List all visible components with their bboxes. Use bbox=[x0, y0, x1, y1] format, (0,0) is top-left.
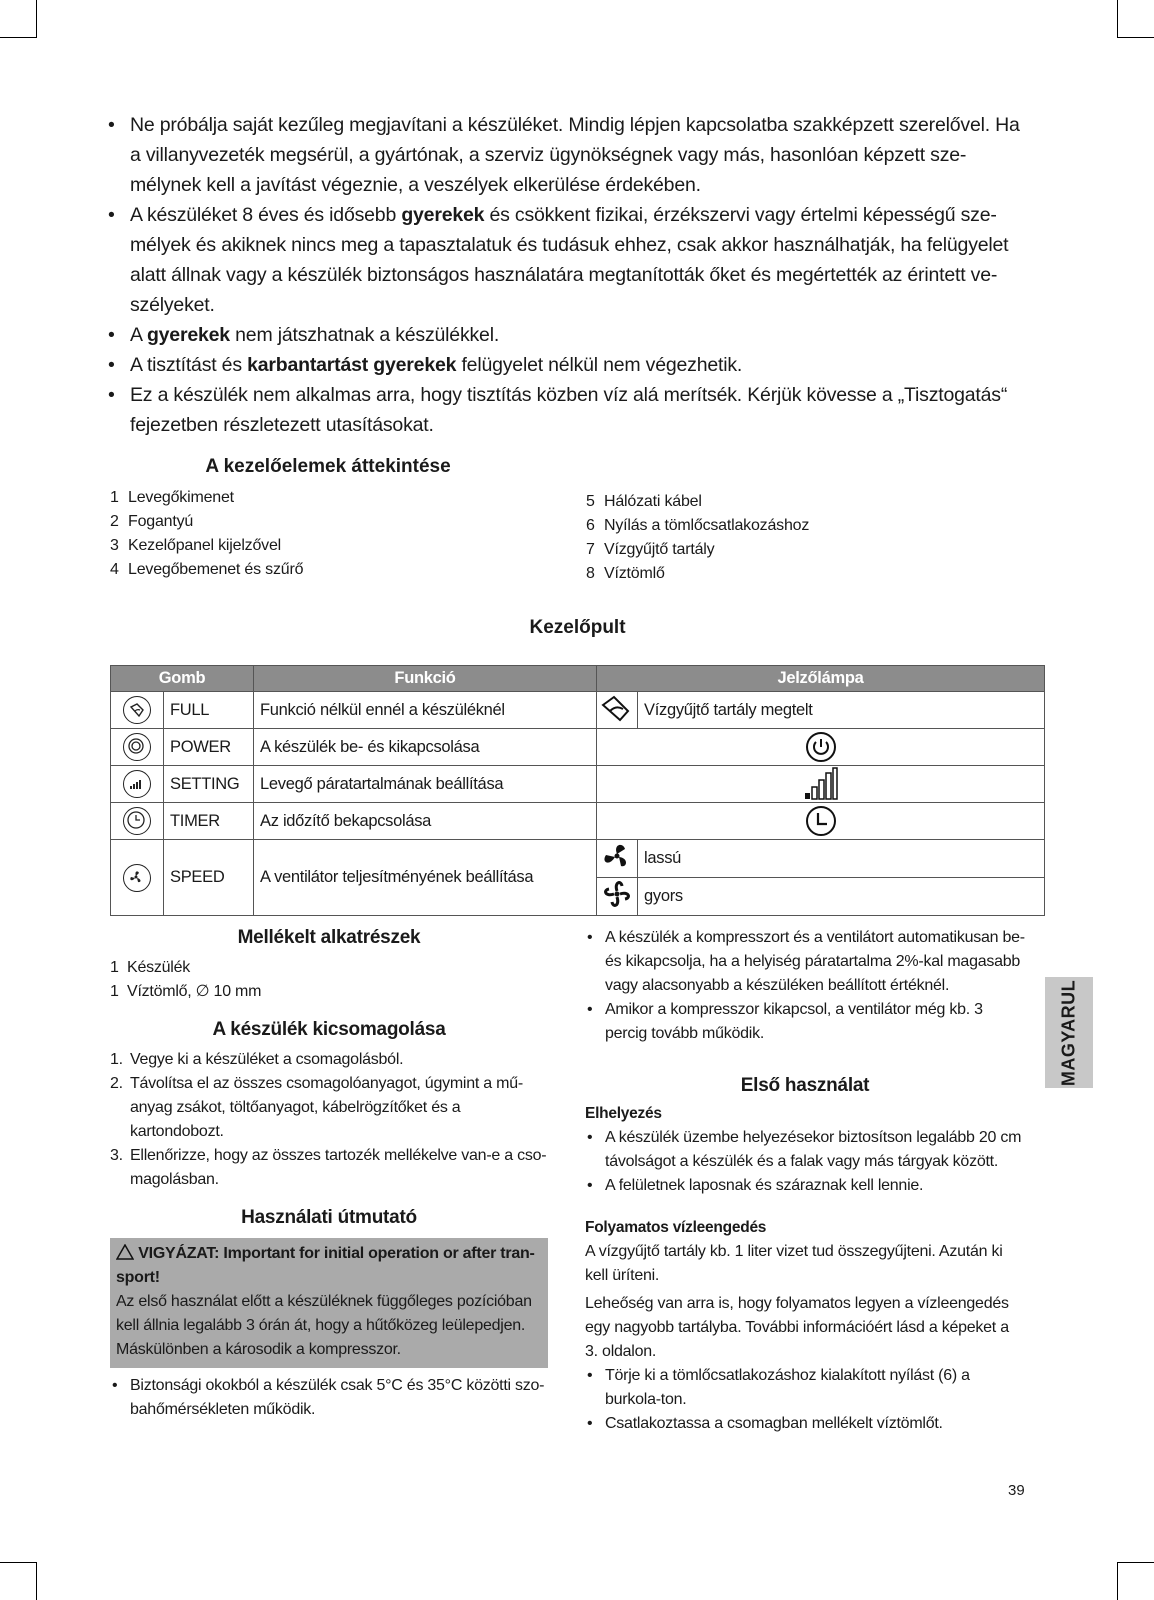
control-panel-table bbox=[110, 665, 1045, 916]
crop-mark bbox=[0, 1562, 36, 1563]
timer-name: TIMER bbox=[164, 803, 254, 840]
step-text: Távolítsa el az összes csomagolóanyagot, úgymint a mű-anyag zsákot, töltőanyagot, kábelrögzítőket és a kartondobozt. bbox=[130, 1075, 523, 1140]
warning-triangle-icon bbox=[116, 1244, 134, 1260]
usage-bullets bbox=[110, 1374, 548, 1422]
crop-mark bbox=[1118, 37, 1154, 38]
step-text: Vegye ki a készüléket a csomagolásból. bbox=[130, 1051, 404, 1068]
drain-paragraph-1: A vízgyűjtő tartály kb. 1 liter vizet tud összegyűjteni. Azután ki kell üríteni. bbox=[585, 1243, 1003, 1284]
timer-function: Az időzítő bekapcsolása bbox=[254, 803, 597, 840]
part-item bbox=[586, 562, 809, 586]
part-label: Levegőbemenet és szűrő bbox=[128, 561, 304, 578]
safety-text: és csökkent fizikai, érzékszervi vagy értelmi képességű sze-mélyek és akiknek nincs meg a tapasztalatuk és tudásuk ehhez, csak akkor használhatják, ha felügyelet alatt állnak vagy a készülék biztonságos használatára megtanították őket és megértették az érintett ve-szélyeket. bbox=[130, 204, 1009, 316]
usage-title: Használati útmutató bbox=[241, 1207, 417, 1228]
warning-title: VIGYÁZAT: Important for initial operation or after tran-sport! bbox=[116, 1245, 535, 1286]
fan-slow-icon bbox=[597, 840, 638, 878]
safety-text: A bbox=[130, 324, 147, 346]
fan-fast-icon bbox=[597, 878, 638, 916]
humidity-bars-icon bbox=[597, 766, 1045, 803]
bullet-item: • Amikor a kompresszor kikapcsol, a ventilátor még kb. 3 percig tovább működik. bbox=[585, 998, 1025, 1046]
part-label: Víztömlő bbox=[604, 565, 665, 582]
unpack-step bbox=[110, 1144, 548, 1192]
compressor-bullets bbox=[585, 926, 1025, 1046]
power-icon bbox=[597, 729, 1045, 766]
part-number: 5 bbox=[586, 493, 595, 510]
header-function: Funkció bbox=[254, 666, 597, 692]
safety-item bbox=[108, 110, 1028, 200]
safety-text: A készüléket 8 éves és idősebb bbox=[130, 204, 402, 226]
drain-paragraph-2: Leheőség van arra is, hogy folyamatos legyen a vízleengedés egy nagyobb tartályba. További információért lásd a képeket a 3. oldalon. bbox=[585, 1295, 1009, 1360]
power-function: A készülék be- és kikapcsolása bbox=[254, 729, 597, 766]
table-row bbox=[111, 803, 1045, 840]
bullet-item: • Biztonsági okokból a készülék csak 5°C és 35°C közötti szo-bahőmérsékleten működik. bbox=[110, 1374, 548, 1422]
speed-button-icon bbox=[111, 840, 164, 916]
overview-title: A kezelőelemek áttekintése bbox=[205, 456, 451, 477]
setting-button-icon bbox=[111, 766, 164, 803]
part-number: 7 bbox=[586, 541, 595, 558]
crop-mark bbox=[36, 1562, 37, 1600]
step-number: 3. bbox=[110, 1147, 123, 1164]
safety-text: Ne próbálja saját kezűleg megjavítani a készüléket. Mindig lépjen kapcsolatba szakképzett szerelővel. Ha a villanyvezeték megsérül, a gyártónak, a szerviz ügynökségnek vagy más, hasonlóan képzett sze-mélynek kell a javítást végeznie, a veszélyek elkerülése érdekében. bbox=[130, 114, 1020, 196]
header-lamp: Jelzőlámpa bbox=[597, 666, 1045, 692]
bullet-item: • A készülék a kompresszort és a ventilátort automatikusan be- és kikapcsolja, ha a helyiség páratartalma 2%-kal magasabb vagy alacsonyabb a készüléken beállított értéknél. bbox=[585, 926, 1025, 998]
crop-mark bbox=[1117, 1562, 1118, 1600]
included-item: 1 Készülék bbox=[110, 959, 190, 976]
table-row bbox=[111, 766, 1045, 803]
emphasis-text: gyerekek bbox=[146, 324, 230, 346]
page-number: 39 bbox=[1008, 1482, 1025, 1499]
part-number: 2 bbox=[110, 513, 119, 530]
first-use-title: Első használat bbox=[740, 1075, 870, 1096]
speed-fast-text: gyors bbox=[638, 878, 1045, 916]
tank-full-icon bbox=[597, 692, 638, 729]
bullet-item: • A felületnek laposnak és száraznak kell lennie. bbox=[585, 1174, 1025, 1198]
emphasis-text: karbantartást gyerekek bbox=[247, 354, 457, 376]
overview-list-right bbox=[586, 490, 809, 586]
part-label: Kezelőpanel kijelzővel bbox=[128, 537, 282, 554]
safety-list bbox=[108, 110, 1028, 440]
setting-function: Levegő páratartalmának beállítása bbox=[254, 766, 597, 803]
part-number: 3 bbox=[110, 537, 119, 554]
speed-slow-text: lassú bbox=[638, 840, 1045, 878]
part-label: Levegőkimenet bbox=[128, 489, 234, 506]
table-row bbox=[111, 840, 1045, 878]
unpack-steps bbox=[110, 1048, 548, 1192]
bullet-item: • Törje ki a tömlőcsatlakozáshoz kialakított nyílást (6) a burkola-ton. bbox=[585, 1364, 1025, 1412]
safety-item bbox=[108, 200, 1028, 320]
part-label: Hálózati kábel bbox=[604, 493, 702, 510]
part-item bbox=[586, 514, 809, 538]
speed-function: A ventilátor teljesítményének beállítása bbox=[254, 840, 597, 916]
table-row bbox=[111, 729, 1045, 766]
warning-heading bbox=[116, 1242, 542, 1290]
full-function: Funkció nélkül ennél a készüléknél bbox=[254, 692, 597, 729]
drain-title: Folyamatos vízleengedés bbox=[585, 1219, 767, 1236]
panel-title: Kezelőpult bbox=[529, 617, 626, 638]
part-item bbox=[110, 510, 303, 534]
placement-title: Elhelyezés bbox=[585, 1105, 662, 1122]
timer-button-icon bbox=[111, 803, 164, 840]
step-number: 2. bbox=[110, 1075, 123, 1092]
right-column bbox=[585, 926, 1025, 1436]
full-button-icon bbox=[111, 692, 164, 729]
safety-item bbox=[108, 320, 1028, 350]
crop-mark bbox=[0, 37, 36, 38]
included-title: Mellékelt alkatrészek bbox=[237, 927, 421, 948]
part-number: 4 bbox=[110, 561, 119, 578]
safety-item bbox=[108, 380, 1028, 440]
table-header bbox=[111, 666, 1045, 692]
step-number: 1. bbox=[110, 1051, 123, 1068]
safety-item bbox=[108, 350, 1028, 380]
part-item bbox=[586, 538, 809, 562]
safety-text: felügyelet nélkül nem végezhetik. bbox=[456, 354, 743, 376]
part-item bbox=[110, 486, 303, 510]
full-lamp-text: Vízgyűjtő tartály megtelt bbox=[638, 692, 1045, 729]
emphasis-text: gyerekek bbox=[401, 204, 485, 226]
bullet-item: • Csatlakoztassa a csomagban mellékelt víztömlőt. bbox=[585, 1412, 1025, 1436]
part-label: Nyílás a tömlőcsatlakozáshoz bbox=[604, 517, 810, 534]
part-label: Vízgyűjtő tartály bbox=[604, 541, 715, 558]
part-number: 8 bbox=[586, 565, 595, 582]
safety-text: A tisztítást és bbox=[130, 354, 248, 376]
crop-mark bbox=[36, 0, 37, 38]
speed-name: SPEED bbox=[164, 840, 254, 916]
language-tab bbox=[1045, 977, 1093, 1088]
crop-mark bbox=[1118, 1562, 1154, 1563]
part-item bbox=[110, 534, 303, 558]
unpack-step bbox=[110, 1048, 548, 1072]
safety-text: Ez a készülék nem alkalmas arra, hogy tisztítás közben víz alá merítsék. Kérjük kövesse a „Tisztogatás“ fejezetben részletezett utasításokat. bbox=[130, 384, 1008, 436]
included-list bbox=[110, 956, 548, 1004]
power-name: POWER bbox=[164, 729, 254, 766]
power-button-icon bbox=[111, 729, 164, 766]
part-number: 1 bbox=[110, 489, 119, 506]
table-row bbox=[111, 692, 1045, 729]
unpack-step bbox=[110, 1072, 548, 1144]
warning-box bbox=[110, 1238, 548, 1368]
part-number: 6 bbox=[586, 517, 595, 534]
safety-text: nem játszhatnak a készülékkel. bbox=[229, 324, 500, 346]
timer-icon bbox=[597, 803, 1045, 840]
part-label: Fogantyú bbox=[128, 513, 194, 530]
language-tab-label: MAGYARUL bbox=[1058, 979, 1079, 1086]
overview-list-left bbox=[110, 486, 303, 582]
placement-bullets bbox=[585, 1126, 1025, 1198]
step-text: Ellenőrizze, hogy az összes tartozék mellékelve van-e a cso-magolásban. bbox=[130, 1147, 547, 1188]
bullet-item: • A készülék üzembe helyezésekor biztosítson legalább 20 cm távolságot a készülék és a falak vagy más tárgyak között. bbox=[585, 1126, 1025, 1174]
setting-name: SETTING bbox=[164, 766, 254, 803]
included-item: 1 Víztömlő, ∅ 10 mm bbox=[110, 983, 262, 1000]
warning-text: Az első használat előtt a készüléknek függőleges pozícióban kell állnia legalább 3 órán át, hogy a hűtőközeg leülepedjen. Máskülönben a károsodik a kompresszor. bbox=[116, 1293, 532, 1358]
full-name: FULL bbox=[164, 692, 254, 729]
part-item bbox=[586, 490, 809, 514]
header-button: Gomb bbox=[111, 666, 254, 692]
unpack-title: A készülék kicsomagolása bbox=[212, 1019, 446, 1040]
left-column bbox=[110, 926, 548, 1422]
drain-bullets bbox=[585, 1364, 1025, 1436]
crop-mark bbox=[1117, 0, 1118, 38]
part-item bbox=[110, 558, 303, 582]
